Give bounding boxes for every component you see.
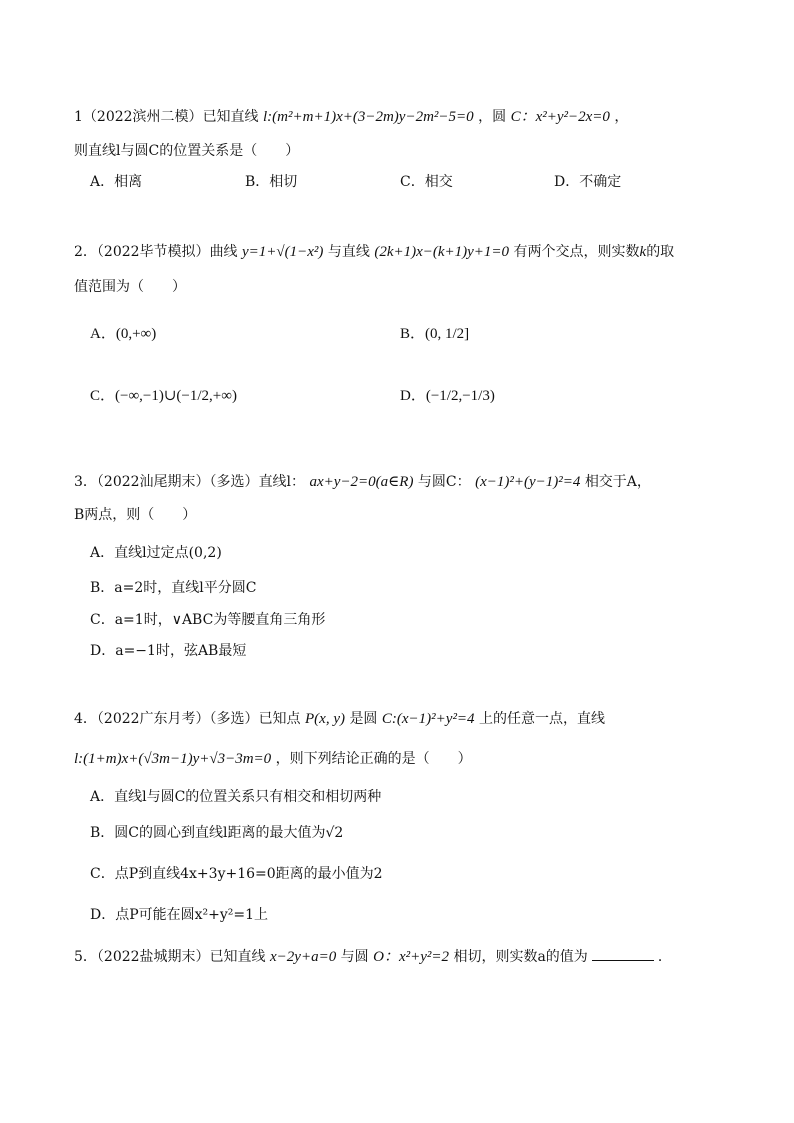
- option-c: C．a=1时，∨ABC为等腰直角三角形: [90, 612, 326, 628]
- question-number: 1: [74, 109, 83, 125]
- curve-equation: y=1+√(1−x²): [242, 244, 324, 260]
- option-d: D．点P可能在圆x²+y²=1上: [90, 907, 269, 923]
- question-number: 5: [74, 949, 83, 965]
- option-b: B．圆C的圆心到直线l距离的最大值为√2: [90, 825, 344, 841]
- question-3-line-1: 3．（2022汕尾期末）（多选）直线l： ax+y−2=0(a∈R) 与圆C： (x−1)²+(y−1)²=4 相交于A，: [74, 474, 651, 490]
- circle-equation: C:(x−1)²+y²=4: [381, 711, 475, 727]
- question-5-line-1: 5．（2022盐城期末）已知直线 x−2y+a=0 与圆 O：x²+y²=2 相切，则实数a的值为 ．: [74, 946, 734, 968]
- circle-equation: C：x²+y²−2x=0: [510, 109, 610, 125]
- option-b: B．(0, 1/2]: [400, 326, 470, 342]
- circle-equation: (x−1)²+(y−1)²=4: [475, 474, 581, 490]
- line-equation: l:(1+m)x+(√3m−1)y+√3−3m=0: [74, 751, 272, 767]
- line-equation: (2k+1)x−(k+1)y+1=0: [374, 244, 510, 260]
- line-equation: l:(m²+m+1)x+(3−2m)y−2m²−5=0: [263, 109, 474, 125]
- question-1-line-1: 1（2022滨州二模）已知直线 l:(m²+m+1)x+(3−2m)y−2m²−5=0 ，圆 C：x²+y²−2x=0 ，: [74, 109, 629, 125]
- question-source: （2022滨州二模）: [82, 109, 203, 125]
- question-4-line-2: l:(1+m)x+(√3m−1)y+√3−3m=0 ，则下列结论正确的是（ ）: [74, 751, 472, 767]
- question-source: ．（2022汕尾期末）（多选）: [82, 474, 259, 490]
- question-3-line-2: B两点，则（ ）: [74, 507, 197, 523]
- option-a: A．直线l过定点(0,2): [90, 545, 222, 561]
- circle-equation: O：x²+y²=2: [373, 949, 449, 965]
- option-a: A．相离: [90, 174, 143, 190]
- question-number: 2: [74, 244, 83, 260]
- question-2-line-2: 值范围为（ ）: [74, 279, 186, 295]
- option-c: C．相交: [400, 174, 453, 190]
- option-b: B．a=2时，直线l平分圆C: [90, 580, 257, 596]
- question-number: 4: [74, 711, 83, 727]
- question-number: 3: [74, 474, 83, 490]
- option-d: D．a=−1时，弦AB最短: [90, 643, 247, 659]
- option-b: B．相切: [245, 174, 298, 190]
- line-equation: x−2y+a=0: [270, 949, 337, 965]
- option-d: D．不确定: [554, 174, 622, 190]
- option-c: C．(−∞,−1)∪(−1/2,+∞): [90, 388, 237, 404]
- option-a: A．直线l与圆C的位置关系只有相交和相切两种: [90, 789, 382, 805]
- question-source: ．（2022盐城期末）: [82, 949, 210, 965]
- answer-blank[interactable]: [592, 946, 654, 961]
- line-equation: ax+y−2=0(a∈R): [309, 474, 414, 490]
- option-a: A．(0,+∞): [90, 326, 157, 342]
- question-2-line-1: 2．（2022毕节模拟）曲线 y=1+√(1−x²) 与直线 (2k+1)x−(k+1)y+1=0 有两个交点，则实数k的取: [74, 244, 675, 260]
- question-1-line-2: 则直线l与圆C的位置关系是（ ）: [74, 143, 300, 159]
- question-source: ．（2022毕节模拟）: [82, 244, 210, 260]
- question-4-line-1: 4．（2022广东月考）（多选）已知点 P(x, y) 是圆 C:(x−1)²+y²=4 上的任意一点，直线: [74, 711, 606, 727]
- question-source: ．（2022广东月考）（多选）: [82, 711, 259, 727]
- point-expression: P(x, y): [305, 711, 345, 727]
- option-d: D．(−1/2,−1/3): [400, 388, 495, 404]
- option-c: C．点P到直线4x+3y+16=0距离的最小值为2: [90, 866, 383, 882]
